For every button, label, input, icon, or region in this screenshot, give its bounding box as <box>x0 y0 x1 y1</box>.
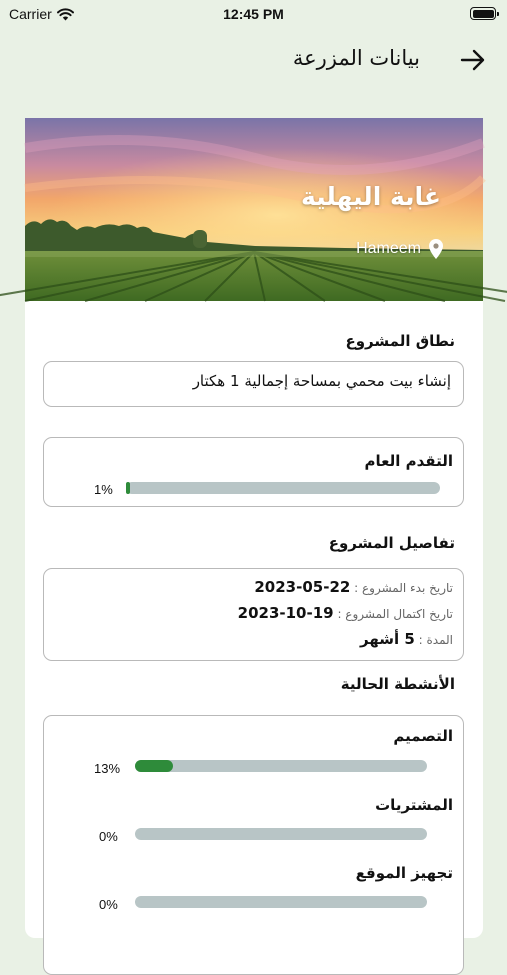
duration-label: المدة : <box>418 633 453 647</box>
end-date-label: تاريخ اكتمال المشروع : <box>337 607 453 621</box>
farm-card <box>25 118 483 938</box>
overall-progress-box <box>43 437 464 507</box>
nav-bar <box>0 40 507 80</box>
end-date-value: 19-10-2023 <box>237 604 334 622</box>
farm-hero-image <box>25 118 483 301</box>
farm-location <box>356 239 443 259</box>
overall-progress-fill <box>126 482 130 494</box>
details-box <box>43 568 464 661</box>
scope-text: إنشاء بيت محمي بمساحة إجمالية 1 هكتار <box>192 372 451 390</box>
carrier-label: Carrier <box>9 6 52 22</box>
start-date-label: تاريخ بدء المشروع : <box>354 581 453 595</box>
activity-procurement-bar <box>135 828 427 840</box>
activity-design-fill <box>135 760 173 772</box>
overall-progress-bar <box>126 482 440 494</box>
end-date-row <box>238 604 453 622</box>
start-date-row <box>254 578 453 596</box>
activity-site-prep-percent: 0% <box>99 897 118 912</box>
details-title: تفاصيل المشروع <box>328 534 455 552</box>
start-date-value: 22-05-2023 <box>254 578 351 596</box>
activities-box <box>43 715 464 975</box>
activity-site-prep-label: تجهيز الموقع <box>355 864 453 882</box>
status-time: 12:45 PM <box>223 6 284 22</box>
status-bar <box>0 0 507 30</box>
arrow-right-icon <box>459 47 487 73</box>
duration-row <box>360 630 453 648</box>
scope-title: نطاق المشروع <box>345 332 455 350</box>
battery-icon <box>470 7 496 20</box>
location-pin-icon <box>429 239 443 259</box>
page-title: بيانات المزرعة <box>292 46 420 70</box>
activity-design-percent: 13% <box>94 761 121 776</box>
activity-procurement-percent: 0% <box>99 829 118 844</box>
farm-name: غابة اليهلية <box>301 182 441 211</box>
activity-site-prep-bar <box>135 896 427 908</box>
location-label: Hameem <box>356 240 421 257</box>
overall-progress-label: التقدم العام <box>364 452 453 470</box>
back-button[interactable] <box>459 47 487 73</box>
duration-value: 5 أشهر <box>360 630 415 648</box>
scope-box <box>43 361 464 407</box>
activities-title: الأنشطة الحالية <box>340 675 455 693</box>
overall-progress-percent: 1% <box>94 482 113 497</box>
activity-design-bar <box>135 760 427 772</box>
activity-design-label: التصميم <box>393 727 453 745</box>
activity-procurement-label: المشتريات <box>375 796 453 814</box>
